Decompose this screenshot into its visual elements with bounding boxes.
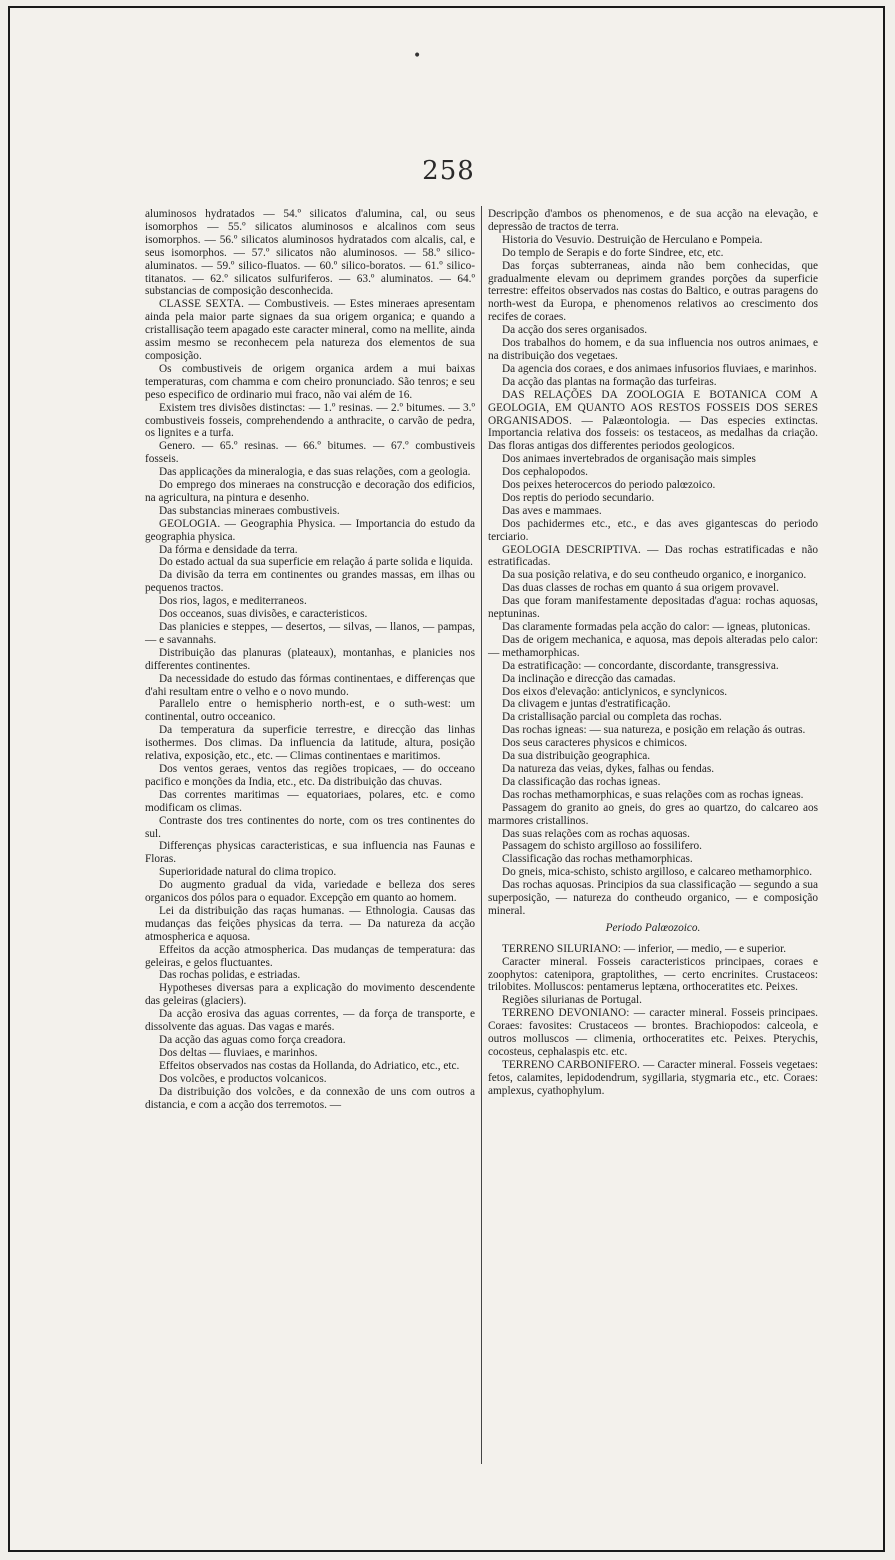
paragraph: Das claramente formadas pela acção do calor: — igneas, plutonicas. <box>502 621 811 633</box>
paragraph: Dos occeanos, suas divisões, e caracteristicos. <box>159 608 368 621</box>
paragraph: Da estratificação: — concordante, discordante, transgressiva. <box>502 659 779 672</box>
paragraph: Das rochas aquosas. Principios da sua classificação — segundo a sua superposição, — natureza do contheudo organico, — e composição mineral. <box>488 879 818 917</box>
paragraph: Historia do Vesuvio. Destruição de Herculano e Pompeia. <box>502 233 763 246</box>
right-column <box>488 208 818 1098</box>
paragraph: Dos peixes heterocercos do periodo palœzoico. <box>502 479 716 492</box>
paragraph: Dos rios, lagos, e mediterraneos. <box>159 595 307 608</box>
paragraph: TERRENO DEVONIANO: — caracter mineral. Fosseis principaes. Coraes: favosites: Crustaceos — brontes. Brachiopodos: calceola, e outros molluscos — climenia, orthoceratites etc. Peixes. Pterychis, cocosteus, cephalaspis etc. etc. <box>488 1007 818 1058</box>
paragraph: Differenças physicas caracteristicas, e sua influencia nas Faunas e Floras. <box>145 840 475 866</box>
paragraph: Das que foram manifestamente depositadas d'agua: rochas aquosas, neptuninas. <box>488 595 818 621</box>
paragraph: Descripção d'ambos os phenomenos, e de sua acção na elevação, e depressão de tractos de terra. <box>488 208 818 233</box>
paragraph: Do emprego dos mineraes na construcção e decoração dos edificios, na agricultura, na pintura e desenho. <box>145 479 475 504</box>
paragraph: GEOLOGIA DESCRIPTIVA. — Das rochas estratificadas e não estratificadas. <box>488 543 818 569</box>
paragraph: Das suas relações com as rochas aquosas. <box>502 827 690 840</box>
paragraph: Da acção das plantas na formação das turfeiras. <box>502 375 717 388</box>
paragraph: Do augmento gradual da vida, variedade e belleza dos seres organicos dos pólos para o equador. Excepção em quanto ao homem. <box>145 879 475 905</box>
paragraph: Classificação das rochas methamorphicas. <box>502 853 693 866</box>
paragraph: Da agencia dos coraes, e dos animaes infusorios fluviaes, e marinhos. <box>502 362 817 375</box>
paragraph: Da acção dos seres organisados. <box>502 324 648 337</box>
paragraph: Da classificação das rochas igneas. <box>502 775 661 788</box>
paragraph: Da divisão da terra em continentes ou grandes massas, em ilhas ou pequenos tractos. <box>145 569 475 595</box>
paragraph: Da sua posição relativa, e do seu contheudo organico, e inorganico. <box>502 569 807 582</box>
paragraph: Hypotheses diversas para a explicação do movimento descendente das geleiras (glaciers). <box>145 982 475 1008</box>
paragraph: Dos cephalopodos. <box>502 466 588 479</box>
paragraph: Da cristallisação parcial ou completa das rochas. <box>502 711 722 724</box>
paragraph: Dos deltas — fluviaes, e marinhos. <box>159 1046 318 1059</box>
paragraph: Passagem do schisto argilloso ao fossilifero. <box>502 840 702 853</box>
paragraph: Das planicies e steppes, — desertos, — silvas, — llanos, — pampas, — e savannahs. <box>145 621 475 646</box>
paragraph: Da necessidade do estudo das fórmas continentaes, e differenças que d'ahi resultam entre o velho e o novo mundo. <box>145 672 475 698</box>
paragraph: Das applicações da mineralogia, e das suas relações, com a geologia. <box>159 466 471 479</box>
paragraph: Existem tres divisões distinctas: — 1.º resinas. — 2.º bitumes. — 3.º combustiveis fosseis, comprehendendo a anthracite, o carvão de pedra, os lignites e a turfa. <box>145 401 475 440</box>
paragraph: Dos volcões, e productos volcanicos. <box>159 1072 327 1085</box>
paragraph: Lei da distribuição das raças humanas. — Ethnologia. Causas das mudanças das feições physicas da terra. — Da natureza da acção atmospherica e aquosa. <box>145 904 475 943</box>
paragraph: Contraste dos tres continentes do norte, com os tres continentes do sul. <box>145 814 475 840</box>
paragraph: Das rochas polidas, e estriadas. <box>159 969 301 982</box>
paragraph: Das rochas methamorphicas, e suas relações com as rochas igneas. <box>502 788 804 801</box>
paragraph: Da clivagem e juntas d'estratificação. <box>502 698 671 711</box>
paragraph: Das substancias mineraes combustiveis. <box>159 504 340 517</box>
paragraph: Caracter mineral. Fosseis caracteristicos principaes, coraes e zoophytos: catenipora, graptolithes, — certo encrinites. Crustaceos: trilobites. Molluscos: pentamerus leptæna, orthoceratites etc. Peixes. <box>488 955 818 994</box>
top-mark: • <box>413 48 422 64</box>
paragraph: aluminosos hydratados — 54.º silicatos d'alumina, cal, ou seus isomorphos — 55.º silicatos aluminosos e alcalinos com seus isomorphos. — 56.º silicatos aluminosos hydratados com alcalis, cal, e seus isomorphos. — 57.º silicatos não aluminosos. — 58.º silico-aluminatos. — 59.º silico-fluatos. — 60.º silico-boratos. — 61.º silico-titanatos. — 62.º silicatos sulfuriferos. — 63.º aluminatos. — 64.º substancias de composição desconhecida. <box>145 208 475 298</box>
paragraph: Parallelo entre o hemispherio north-est, e o suth-west: um continental, outro occeanico. <box>145 698 475 724</box>
paragraph: Do gneis, mica-schisto, schisto argilloso, e calcareo methamorphico. <box>502 866 813 879</box>
paragraph: Regiões silurianas de Portugal. <box>502 994 642 1007</box>
paragraph: Dos seus caracteres physicos e chimicos. <box>502 737 688 750</box>
column-divider <box>481 206 482 1464</box>
paragraph: Os combustiveis de origem organica ardem a mui baixas temperaturas, com chamma e com cheiro pronunciado. São tenros; e seu peso especifico de ordinario mui fraco, não vai além de 16. <box>145 362 475 401</box>
paragraph: Da temperatura da superficie terrestre, e direcção das linhas isothermes. Dos climas. Da influencia da latitude, altura, posição relativa, exposição, etc., etc. — Climas continentaes e maritimos. <box>145 724 475 763</box>
paragraph: Passagem do granito ao gneis, do gres ao quartzo, do calcareo aos marmores cristallinos. <box>488 801 818 827</box>
paragraph: Dos reptis do periodo secundario. <box>502 491 655 504</box>
paragraph: Da acção das aguas como força creadora. <box>159 1034 346 1046</box>
paragraph: Das forças subterraneas, ainda não bem conhecidas, que gradualmente elevam ou deprimem grandes porções da superficie terrestre: effeitos observados nas costas do Baltico, e outras paragens do north-west da Europa, e phenomenos relativos ao crescimento dos recifes de coraes. <box>488 259 818 324</box>
paragraph: Das duas classes de rochas em quanto á sua origem provavel. <box>502 582 779 595</box>
section-heading: Periodo Palœozoico. <box>605 921 701 934</box>
paragraph: TERRENO CARBONIFERO. — Caracter mineral. Fosseis vegetaes: fetos, calamites, lepidodendrum, sygillaria, stygmaria etc., etc. Coraes: amplexus, cyathophylum. <box>488 1058 818 1097</box>
left-column <box>145 208 475 1111</box>
paragraph: Da sua distribuição geographica. <box>502 750 651 763</box>
paragraph: Dos trabalhos do homem, e da sua influencia nos outros animaes, e na distribuição dos vegetaes. <box>488 337 818 362</box>
paragraph: Da natureza das veias, dykes, falhas ou fendas. <box>502 762 715 775</box>
paragraph: Do templo de Serapis e do forte Sindree, etc, etc. <box>502 246 724 259</box>
paragraph: Superioridade natural do clima tropico. <box>159 866 337 879</box>
paragraph: Effeitos observados nas costas da Hollanda, do Adriatico, etc., etc. <box>159 1059 460 1072</box>
paragraph: GEOLOGIA. — Geographia Physica. — Importancia do estudo da geographia physica. <box>145 517 475 543</box>
paragraph: Da distribuição dos volcões, e da connexão de uns com outros a distancia, e com a acção dos terremotos. — <box>145 1085 475 1111</box>
paragraph: Dos animaes invertebrados de organisação mais simples <box>502 453 756 466</box>
paragraph: Das correntes maritimas — equatoriaes, polares, etc. e como modificam os climas. <box>145 788 475 814</box>
paragraph: Dos eixos d'elevação: anticlynicos, e synclynicos. <box>502 685 728 698</box>
paragraph: Da inclinação e direcção das camadas. <box>502 672 676 685</box>
paragraph: DAS RELAÇÕES DA ZOOLOGIA E BOTANICA COM A GEOLOGIA, EM QUANTO AOS RESTOS FOSSEIS DOS SERES ORGANISADOS. — Palæontologia. — Das especies extinctas. Importancia relativa dos fosseis: os testaceos, as medalhas da criação. Das floras antigas dos differentes periodos geologicos. <box>488 388 818 453</box>
paragraph: Da acção erosiva das aguas correntes, — da força de transporte, e dissolvente das aguas. Das vagas e marés. <box>145 1008 475 1034</box>
paragraph: Do estado actual da sua superficie em relação á parte solida e liquida. <box>159 556 473 569</box>
paragraph: Genero. — 65.º resinas. — 66.º bitumes. — 67.º combustiveis fosseis. <box>145 440 475 466</box>
paragraph: TERRENO SILURIANO: — inferior, — medio, — e superior. <box>502 942 787 955</box>
paragraph: Distribuição das planuras (plateaux), montanhas, e planicies nos differentes continentes. <box>145 646 475 672</box>
paragraph: Dos ventos geraes, ventos das regiões tropicaes, — do occeano pacifico e monções da India, etc., etc. Da distribuição das chuvas. <box>145 762 475 788</box>
paragraph: Das aves e mammaes. <box>502 504 602 517</box>
paragraph: Das rochas igneas: — sua natureza, e posição em relação ás outras. <box>502 724 806 737</box>
page-frame <box>8 6 885 1552</box>
page-number: 258 <box>422 156 475 186</box>
paragraph: Effeitos da acção atmospherica. Das mudanças de temperatura: das geleiras, e gelos fluctuantes. <box>145 943 475 969</box>
paragraph: Das de origem mechanica, e aquosa, mas depois alteradas pelo calor: — methamorphicas. <box>488 633 818 659</box>
paragraph: Da fórma e densidade da terra. <box>159 543 298 556</box>
paragraph: Dos pachidermes etc., etc., e das aves gigantescas do periodo terciario. <box>488 517 818 543</box>
paragraph: CLASSE SEXTA. — Combustiveis. — Estes mineraes apresentam ainda pela maior parte signaes da sua origem organica; e quando a cristallisação teem apagado este caracter mineral, como na mellite, ainda assim mesmo se reconhecem pela natureza dos elementos de sua composição. <box>145 298 475 362</box>
